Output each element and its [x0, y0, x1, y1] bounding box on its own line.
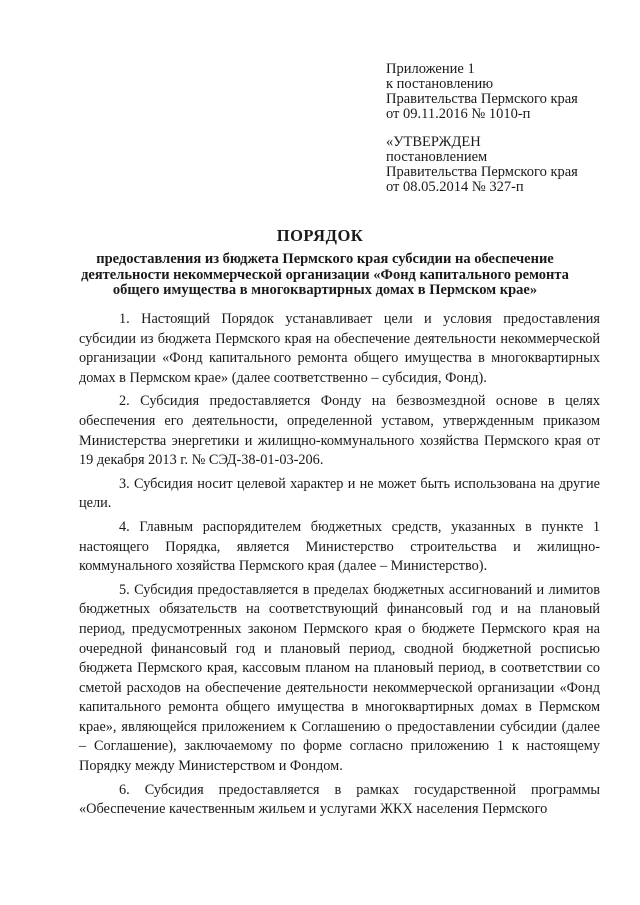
appendix-block	[386, 62, 626, 122]
paragraph-6: 6. Субсидия предоставляется в рамках государственной программы «Обеспечение качественным жильем и услугами ЖКХ населения Пермского	[79, 781, 600, 818]
subtitle-line: деятельности некоммерческой организации «Фонд капитального ремонта	[81, 266, 569, 283]
approved-block	[386, 135, 626, 195]
appendix-line: Приложение 1	[386, 61, 475, 77]
document-subtitle	[80, 252, 570, 299]
approved-line: от 08.05.2014 № 327-п	[386, 179, 524, 195]
approved-line: «УТВЕРЖДЕН	[386, 134, 481, 150]
approved-line: Правительства Пермского края	[386, 164, 578, 180]
paragraph-1: 1. Настоящий Порядок устанавливает цели и условия предоставления субсидии из бюджета Пермского края на обеспечение деятельности некоммерческой организации «Фонд капитального ремонта общего имущества в многоквартирных домах в Пермском крае» (далее соответственно – субсидия, Фонд).	[79, 311, 600, 386]
appendix-line: к постановлению	[386, 76, 494, 92]
subtitle-line: общего имущества в многоквартирных домах в Пермском крае»	[112, 282, 538, 298]
document-body	[79, 310, 600, 824]
document-title: ПОРЯДОК	[276, 226, 364, 245]
paragraph-5: 5. Субсидия предоставляется в пределах бюджетных ассигнований и лимитов бюджетных обязательств на соответствующий финансовый год и на плановый период, предусмотренных законом Пермского края о бюджете Пермского края на очередной финансовый год и плановый период, сводной бюджетной росписью бюджета Пермского края, кассовым планом на плановый период, в соответствии со сметой расходов на обеспечение деятельности некоммерческой организации «Фонд капитального ремонта общего имущества в многоквартирных домах в Пермском крае», являющейся приложением к Соглашению о предоставлении субсидии (далее – Соглашение), заключаемому по форме согласно приложению 1 к настоящему Порядку между Министерством и Фондом.	[79, 581, 600, 775]
subtitle-line: предоставления из бюджета Пермского края субсидии на обеспечение	[96, 251, 554, 267]
paragraph-2: 2. Субсидия предоставляется Фонду на безвозмездной основе в целях обеспечения его деятельности, определенной уставом, утвержденным приказом Министерства энергетики и жилищно-коммунального хозяйства Пермского края от 19 декабря 2013 г. № СЭД-38-01-03-206.	[79, 393, 600, 469]
appendix-line: от 09.11.2016 № 1010-п	[386, 106, 531, 122]
paragraph-4: 4. Главным распорядителем бюджетных средств, указанных в пункте 1 настоящего Порядка, является Министерство строительства и жилищно-коммунального хозяйства Пермского края (далее – Министерство).	[79, 518, 600, 575]
paragraph-3: 3. Субсидия носит целевой характер и не может быть использована на другие цели.	[79, 475, 600, 512]
appendix-line: Правительства Пермского края	[386, 91, 578, 107]
approved-line: постановлением	[386, 149, 488, 165]
